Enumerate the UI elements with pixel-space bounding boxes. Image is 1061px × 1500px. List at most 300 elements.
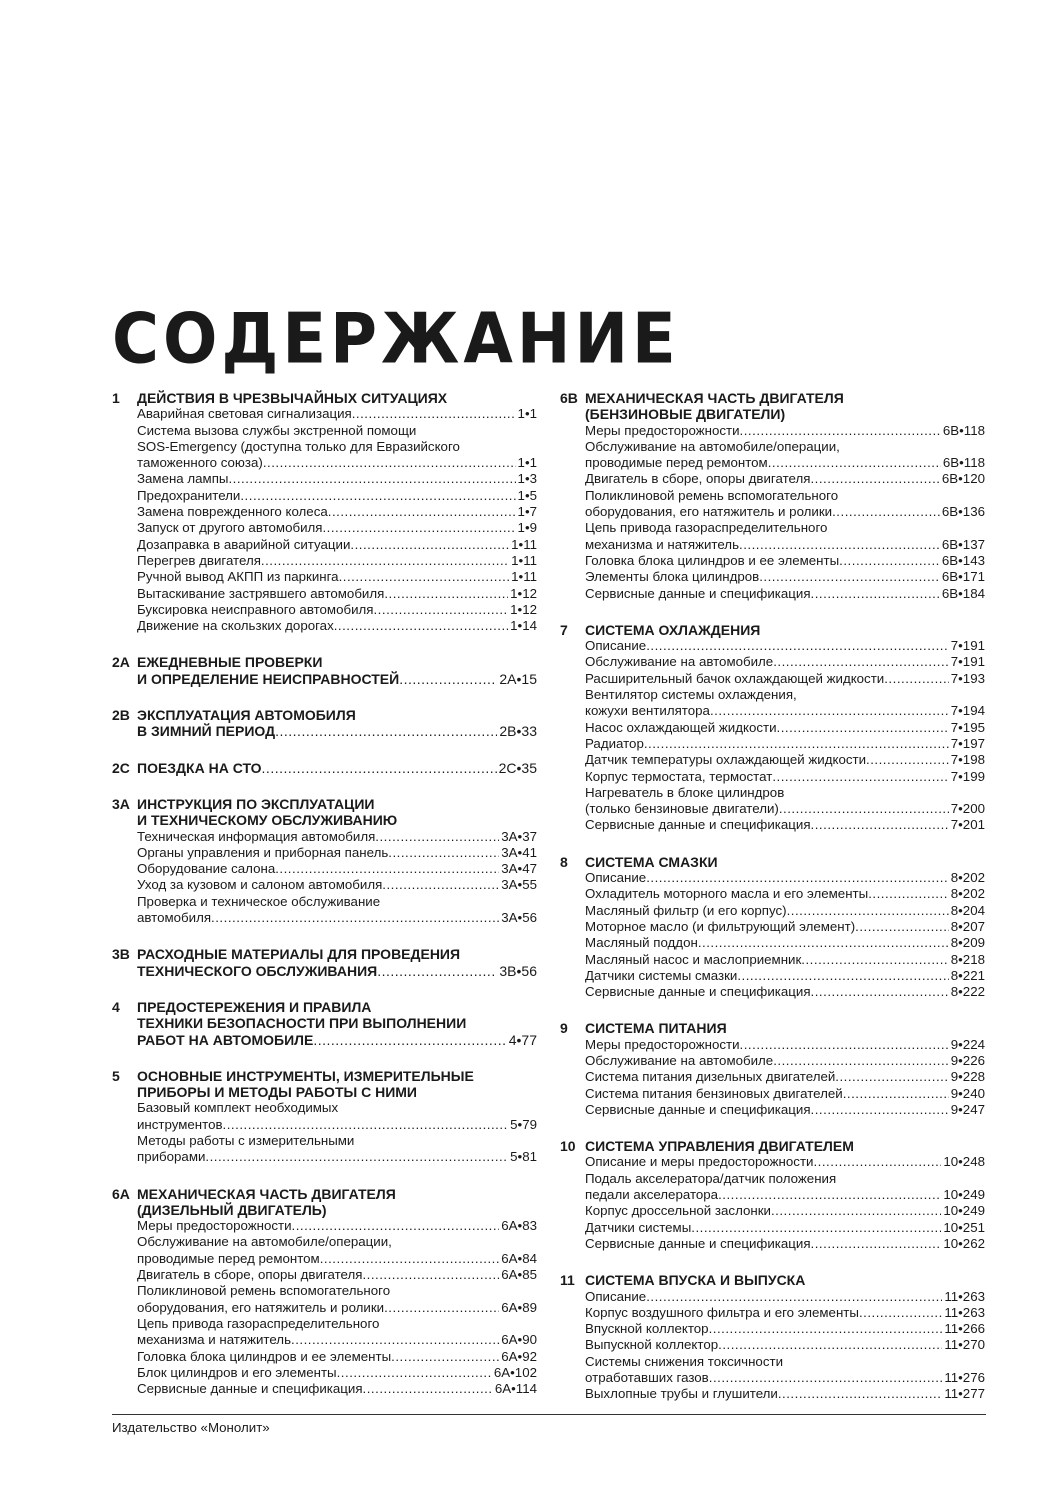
toc-page-number: 9•228 [950, 1069, 985, 1085]
toc-entry-line: Нагреватель в блоке цилиндров [585, 784, 785, 800]
dot-leader [350, 537, 509, 553]
toc-entry[interactable] [560, 984, 985, 1000]
toc-page-number: 3A•56 [501, 910, 537, 926]
toc-entry-title-wrap [585, 1102, 949, 1118]
toc-entry-title: Движение на скользких дорогах [137, 618, 334, 634]
toc-page-number: 7•191 [950, 638, 985, 654]
toc-page-number: 1•12 [510, 601, 537, 617]
toc-entry[interactable] [112, 569, 537, 585]
toc-section-heading[interactable] [560, 1020, 985, 1036]
toc-entry-title-wrap [585, 471, 940, 487]
toc-entry[interactable] [112, 471, 537, 487]
toc-entry-title-wrap [585, 537, 940, 553]
section-title-line: ТЕХНИКИ БЕЗОПАСНОСТИ ПРИ ВЫПОЛНЕНИИ [137, 1015, 467, 1032]
toc-entry[interactable] [560, 569, 985, 585]
dot-leader [320, 1251, 500, 1267]
toc-entry[interactable] [112, 520, 537, 536]
toc-entry[interactable] [560, 968, 985, 984]
toc-entry-title-wrap [137, 760, 497, 776]
dot-leader [691, 1220, 941, 1236]
toc-section-2a [112, 654, 537, 687]
toc-entry-title: Техническая информация автомобиля [137, 828, 376, 844]
toc-page-number: 7•198 [950, 752, 985, 768]
toc-entry-title: Датчик температуры охлаждающей жидкости [585, 752, 867, 768]
toc-entry[interactable] [112, 829, 537, 845]
toc-page-number: 11•277 [944, 1386, 985, 1402]
dot-leader [328, 504, 516, 520]
toc-page-number: 6A•89 [501, 1299, 537, 1315]
toc-section-heading[interactable] [112, 654, 537, 670]
toc-entry-title: (только бензиновые двигатели) [585, 801, 779, 817]
toc-page-number: 2A•15 [499, 670, 537, 687]
toc-page-number: 6A•83 [501, 1218, 537, 1234]
section-title-line: ДЕЙСТВИЯ В ЧРЕЗВЫЧАЙНЫХ СИТУАЦИЯХ [137, 390, 448, 406]
toc-section-heading-row[interactable] [112, 1032, 537, 1048]
toc-entry-title-wrap [585, 769, 949, 785]
toc-section-10 [560, 1138, 985, 1252]
toc-entry[interactable] [560, 638, 985, 654]
section-title [585, 1020, 985, 1036]
toc-page-number: 1•1 [517, 406, 537, 422]
toc-entry-title: педали акселератора [585, 1187, 719, 1203]
toc-section-heading[interactable] [560, 622, 985, 638]
toc-entry[interactable] [112, 877, 537, 893]
toc-entry[interactable] [560, 471, 985, 487]
toc-page-number: 6B•120 [941, 471, 985, 487]
toc-page-number: 6A•114 [494, 1381, 537, 1397]
toc-entry-title: оборудования, его натяжитель и ролики [585, 504, 833, 520]
toc-entry-title-wrap [585, 886, 949, 902]
toc-entry-title: Сервисные данные и спецификация [585, 1235, 811, 1251]
toc-entry[interactable] [112, 845, 537, 861]
dot-leader [740, 1037, 949, 1053]
toc-entry[interactable] [112, 1218, 537, 1234]
toc-entry[interactable] [560, 504, 985, 520]
toc-entry-title: Сервисные данные и спецификация [585, 984, 811, 1000]
toc-entry[interactable] [560, 537, 985, 553]
toc-entry[interactable] [112, 1300, 537, 1316]
toc-entry-title: Выпускной коллектор [585, 1337, 719, 1353]
toc-page-number: 8•218 [950, 951, 985, 967]
toc-entry-title: оборудования, его натяжитель и ролики [137, 1299, 385, 1315]
toc-section-heading-row[interactable] [112, 760, 537, 776]
dot-leader [275, 861, 499, 877]
dot-leader [205, 1149, 508, 1165]
toc-entry[interactable] [560, 1053, 985, 1069]
toc-page-number: 7•191 [950, 654, 985, 670]
toc-page-number: 3A•37 [501, 828, 537, 844]
toc-entry-line: Цепь привода газораспределительного [585, 520, 828, 536]
toc-entry[interactable] [112, 553, 537, 569]
toc-section-2b [112, 707, 537, 740]
dot-leader [759, 569, 940, 585]
toc-entry-title-wrap [585, 968, 949, 984]
toc-entry[interactable] [112, 602, 537, 618]
toc-entry[interactable] [560, 1069, 985, 1085]
dot-leader [337, 1365, 492, 1381]
toc-entry-title: Меры предосторожности [585, 422, 740, 438]
toc-page-number: 10•249 [943, 1187, 985, 1203]
toc-entry[interactable] [560, 1305, 985, 1321]
toc-page-number: 1•5 [517, 487, 537, 503]
dot-leader [740, 423, 941, 439]
toc-entry-title-wrap [137, 1149, 508, 1165]
toc-entry-title: Замена лампы [137, 471, 229, 487]
toc-entry-title-wrap [137, 861, 499, 877]
toc-entry[interactable] [560, 654, 985, 670]
toc-entry-title: Сервисные данные и спецификация [585, 1101, 811, 1117]
dot-leader [718, 1187, 941, 1203]
toc-entry[interactable] [112, 910, 537, 926]
toc-entry[interactable] [112, 1117, 537, 1133]
section-title [137, 390, 537, 406]
dot-leader [884, 671, 949, 687]
toc-entry[interactable] [112, 455, 537, 471]
toc-entry[interactable] [560, 703, 985, 719]
toc-entry[interactable] [560, 1220, 985, 1236]
dot-leader [644, 736, 949, 752]
toc-page-number: 7•199 [950, 768, 985, 784]
toc-entry[interactable] [560, 1321, 985, 1337]
toc-entry[interactable] [560, 886, 985, 902]
toc-entry-title-wrap [137, 455, 516, 471]
section-number: 3B [112, 946, 130, 963]
toc-page-number: 5•79 [510, 1116, 537, 1132]
toc-entry-title: Запуск от другого автомобиля [137, 520, 323, 536]
toc-entry-line: Система вызова службы экстренной помощи [137, 422, 417, 438]
toc-page-number: 7•197 [950, 735, 985, 751]
toc-section-heading-row[interactable] [112, 671, 537, 687]
toc-section-heading-row[interactable] [112, 963, 537, 979]
section-title-line: СИСТЕМА УПРАВЛЕНИЯ ДВИГАТЕЛЕМ [585, 1138, 854, 1155]
toc-entry-title-wrap [585, 654, 949, 670]
toc-entry-title: Обслуживание на автомобиле [585, 654, 774, 670]
section-title-line: (БЕНЗИНОВЫЕ ДВИГАТЕЛИ) [585, 406, 786, 423]
toc-page-number: 1•9 [517, 520, 537, 536]
section-number: 8 [560, 853, 568, 870]
toc-entry[interactable] [560, 817, 985, 833]
dot-leader [352, 406, 516, 422]
toc-entry-title: Головка блока цилиндров и ее элементы [137, 1348, 392, 1364]
section-number: 4 [112, 998, 120, 1015]
toc-entry[interactable] [560, 1370, 985, 1386]
toc-entry[interactable] [560, 935, 985, 951]
dot-leader [868, 886, 949, 902]
toc-entry-title: Меры предосторожности [585, 1036, 740, 1052]
toc-entry-line: Методы работы с измерительными [137, 1132, 355, 1148]
toc-entry[interactable] [560, 870, 985, 886]
toc-section-9 [560, 1020, 985, 1118]
toc-page-number: 6B•136 [941, 504, 985, 520]
toc-entry[interactable] [112, 861, 537, 877]
toc-entry-title: В ЗИМНИЙ ПЕРИОД [137, 723, 276, 740]
section-title [585, 854, 985, 870]
toc-entry-title-wrap [585, 817, 949, 833]
dot-leader [737, 968, 948, 984]
toc-entry-title: Элементы блока цилиндров [585, 569, 760, 585]
toc-entry-title-wrap [137, 845, 499, 861]
toc-entry-title: Сервисные данные и спецификация [585, 817, 811, 833]
toc-entry-title: Корпус воздушного фильтра и его элементы [585, 1304, 859, 1320]
toc-entry-title: приборами [137, 1149, 206, 1165]
toc-entry-title-wrap [585, 736, 949, 752]
toc-entry[interactable] [112, 618, 537, 634]
toc-entry[interactable] [112, 586, 537, 602]
toc-entry[interactable] [560, 553, 985, 569]
toc-section-heading[interactable] [560, 854, 985, 870]
toc-entry-title: Расширительный бачок охлаждающей жидкости [585, 670, 885, 686]
section-title-line: ОСНОВНЫЕ ИНСТРУМЕНТЫ, ИЗМЕРИТЕЛЬНЫЕ [137, 1067, 474, 1084]
toc-section-6a [112, 1186, 537, 1398]
toc-entry[interactable] [560, 1102, 985, 1118]
section-title-line: МЕХАНИЧЕСКАЯ ЧАСТЬ ДВИГАТЕЛЯ [585, 390, 844, 406]
toc-entry-title: Система питания дизельных двигателей [585, 1069, 836, 1085]
toc-section-heading[interactable] [112, 1186, 537, 1219]
dot-leader [835, 1069, 948, 1085]
toc-section-1 [112, 390, 537, 634]
toc-entry[interactable] [560, 1154, 985, 1170]
dot-leader [262, 760, 497, 776]
toc-column-left [112, 390, 537, 1417]
dot-leader [710, 703, 949, 719]
toc-entry-title: Датчики системы [585, 1219, 692, 1235]
toc-entry[interactable] [560, 752, 985, 768]
toc-entry[interactable] [560, 1203, 985, 1219]
dot-leader [646, 638, 949, 654]
toc-page-number: 7•195 [950, 719, 985, 735]
toc-entry[interactable] [112, 1149, 537, 1165]
toc-entry-title: ПОЕЗДКА НА СТО [137, 759, 262, 776]
toc-entry[interactable] [560, 769, 985, 785]
toc-page-number: 6A•102 [493, 1364, 537, 1380]
toc-entry-title: Головка блока цилиндров и ее элементы [585, 552, 840, 568]
toc-section-heading[interactable] [560, 1138, 985, 1154]
toc-entry-title: автомобиля [137, 910, 212, 926]
toc-page-number: 8•207 [950, 918, 985, 934]
toc-entry-title-wrap [585, 423, 941, 439]
toc-entry-title-wrap [585, 801, 949, 817]
toc-section-heading-row[interactable] [112, 723, 537, 739]
toc-page-number: 7•194 [950, 703, 985, 719]
dot-leader [801, 952, 948, 968]
toc-entry-title-wrap [137, 1332, 499, 1348]
toc-entry[interactable] [560, 1337, 985, 1353]
toc-entry-title-wrap [585, 1289, 942, 1305]
section-number: 7 [560, 621, 568, 638]
toc-page-number: 1•14 [510, 618, 537, 634]
toc-page-number: 8•202 [950, 870, 985, 886]
toc-entry[interactable] [560, 1086, 985, 1102]
toc-section-8 [560, 854, 985, 1001]
toc-section-heading[interactable] [112, 796, 537, 829]
toc-entry[interactable] [112, 1381, 537, 1397]
toc-section-3b [112, 946, 537, 979]
toc-page-number: 8•209 [950, 935, 985, 951]
section-title [137, 1068, 537, 1101]
toc-page-number: 6B•118 [942, 455, 985, 471]
toc-entry-title: ТЕХНИЧЕСКОГО ОБСЛУЖИВАНИЯ [137, 962, 378, 979]
toc-entry-title-wrap [585, 1236, 941, 1252]
toc-page-number: 6A•90 [501, 1332, 537, 1348]
section-title [137, 707, 537, 723]
section-title-line: ИНСТРУКЦИЯ ПО ЭКСПЛУАТАЦИИ [137, 795, 375, 812]
toc-entry-line: Поликлиновой ремень вспомогательного [137, 1283, 391, 1299]
toc-entry-title-wrap [137, 1032, 507, 1048]
toc-entry-title-wrap [585, 638, 949, 654]
dot-leader [811, 586, 940, 602]
toc-page-number: 3B•56 [499, 962, 537, 979]
toc-entry-title-wrap [585, 1187, 941, 1203]
toc-page-number: 7•201 [950, 817, 985, 833]
toc-entry[interactable] [560, 903, 985, 919]
toc-entry[interactable] [112, 1267, 537, 1283]
dot-leader [739, 537, 940, 553]
toc-entry[interactable] [112, 1332, 537, 1348]
toc-entry-title: Система питания бензиновых двигателей [585, 1085, 843, 1101]
toc-page-number: 4•77 [508, 1031, 537, 1048]
toc-section-heading[interactable] [112, 390, 537, 406]
toc-entry-title-wrap [137, 1381, 493, 1397]
dot-leader [388, 845, 499, 861]
toc-entry-title-wrap [585, 1305, 942, 1321]
dot-leader [811, 984, 949, 1000]
toc-entry-title: инструментов [137, 1116, 223, 1132]
toc-section-11 [560, 1272, 985, 1402]
toc-entry-title: кожухи вентилятора [585, 703, 710, 719]
toc-column-right [560, 390, 985, 1423]
toc-entry[interactable] [112, 1251, 537, 1267]
section-number: 1 [112, 390, 120, 406]
toc-entry-title: Вытаскивание застрявшего автомобиля [137, 585, 385, 601]
toc-entry-title: Охладитель моторного масла и его элементы [585, 886, 869, 902]
section-title-line: И ТЕХНИЧЕСКОМУ ОБСЛУЖИВАНИЮ [137, 812, 398, 829]
dot-leader [772, 769, 948, 785]
toc-entry[interactable] [560, 671, 985, 687]
toc-entry-title: Меры предосторожности [137, 1218, 292, 1234]
toc-entry-title: Уход за кузовом и салоном автомобиля [137, 877, 383, 893]
dot-leader [399, 671, 497, 687]
toc-entry[interactable] [112, 537, 537, 553]
toc-entry[interactable] [560, 1236, 985, 1252]
toc-entry-line: Системы снижения токсичности [585, 1353, 783, 1369]
toc-entry-title-wrap [585, 1386, 942, 1402]
toc-section-heading[interactable] [112, 999, 537, 1032]
toc-page-number: 7•193 [950, 670, 985, 686]
toc-page-number: 8•221 [950, 967, 985, 983]
section-number: 3A [112, 795, 130, 812]
dot-leader [843, 1086, 949, 1102]
toc-page-number: 9•224 [950, 1036, 985, 1052]
section-title-line: ПРЕДОСТЕРЕЖЕНИЯ И ПРАВИЛА [137, 998, 372, 1015]
toc-entry-title: Ручной вывод АКПП из паркинга [137, 569, 339, 585]
toc-entry-title: Радиатор [585, 735, 644, 751]
toc-page-number: 1•12 [510, 585, 537, 601]
section-title [585, 1272, 985, 1288]
toc-entry[interactable] [112, 488, 537, 504]
toc-entry-title-wrap [585, 752, 949, 768]
dot-leader [339, 569, 510, 585]
toc-entry-title: Насос охлаждающей жидкости [585, 719, 777, 735]
toc-entry-title: Сервисные данные и спецификация [585, 585, 811, 601]
toc-entry[interactable] [560, 952, 985, 968]
toc-entry-title-wrap [137, 553, 509, 569]
toc-entry-title: Описание [585, 1288, 647, 1304]
dot-leader [211, 910, 499, 926]
toc-entry-title-wrap [137, 1117, 508, 1133]
dot-leader [787, 903, 949, 919]
toc-section-heading[interactable] [112, 946, 537, 962]
section-title-line: ЭКСПЛУАТАЦИЯ АВТОМОБИЛЯ [137, 707, 356, 724]
toc-entry[interactable] [560, 1289, 985, 1305]
section-number: 2A [112, 654, 130, 671]
toc-page-number: 9•247 [950, 1101, 985, 1117]
section-title-line: СИСТЕМА СМАЗКИ [585, 853, 718, 870]
toc-entry-title: Органы управления и приборная панель [137, 844, 389, 860]
toc-section-heading[interactable] [560, 390, 985, 423]
dot-leader [855, 919, 949, 935]
toc-entry[interactable] [560, 801, 985, 817]
toc-entry-title: таможенного союза) [137, 455, 263, 471]
toc-entry-title-wrap [585, 720, 949, 736]
toc-entry-title-wrap [137, 618, 508, 634]
toc-entry[interactable] [112, 406, 537, 422]
toc-entry-line: Подаль акселератора/датчик положения [585, 1170, 837, 1186]
toc-entry-title-wrap [585, 1037, 949, 1053]
dot-leader [771, 1203, 941, 1219]
dot-leader [859, 1305, 942, 1321]
toc-entry-title-wrap [137, 671, 497, 687]
toc-entry-title-wrap [137, 877, 499, 893]
toc-section-heading[interactable] [112, 1068, 537, 1101]
toc-page-number: 1•7 [517, 504, 537, 520]
toc-section-2c [112, 760, 537, 776]
dot-leader [375, 829, 499, 845]
toc-entry-line: Проверка и техническое обслуживание [137, 893, 381, 909]
toc-entry[interactable] [560, 919, 985, 935]
toc-entry[interactable] [560, 736, 985, 752]
toc-entry-title: Описание [585, 870, 647, 886]
toc-entry[interactable] [112, 1365, 537, 1381]
toc-entry[interactable] [560, 720, 985, 736]
toc-entry[interactable] [560, 455, 985, 471]
toc-entry[interactable] [560, 1187, 985, 1203]
toc-entry[interactable] [560, 423, 985, 439]
section-title [137, 796, 537, 829]
toc-page-number: 6A•92 [501, 1348, 537, 1364]
dot-leader [811, 1102, 949, 1118]
toc-entry-title-wrap [585, 1321, 942, 1337]
toc-page-number: 1•1 [517, 455, 537, 471]
toc-entry[interactable] [112, 1349, 537, 1365]
toc-entry-title-wrap [585, 935, 949, 951]
toc-entry-title-wrap [137, 406, 516, 422]
toc-page-number: 8•204 [950, 902, 985, 918]
toc-entry[interactable] [112, 504, 537, 520]
dot-leader [391, 1349, 499, 1365]
toc-page-number: 7•200 [950, 801, 985, 817]
toc-page-number: 1•11 [511, 552, 537, 568]
toc-page-number: 1•11 [511, 569, 537, 585]
section-title [585, 1138, 985, 1154]
toc-section-3a [112, 796, 537, 926]
toc-entry[interactable] [560, 1386, 985, 1402]
section-title [585, 622, 985, 638]
toc-entry-title: Оборудование салона [137, 861, 276, 877]
toc-entry[interactable] [560, 586, 985, 602]
toc-section-heading[interactable] [112, 707, 537, 723]
toc-section-heading[interactable] [560, 1272, 985, 1288]
toc-entry[interactable] [560, 1037, 985, 1053]
